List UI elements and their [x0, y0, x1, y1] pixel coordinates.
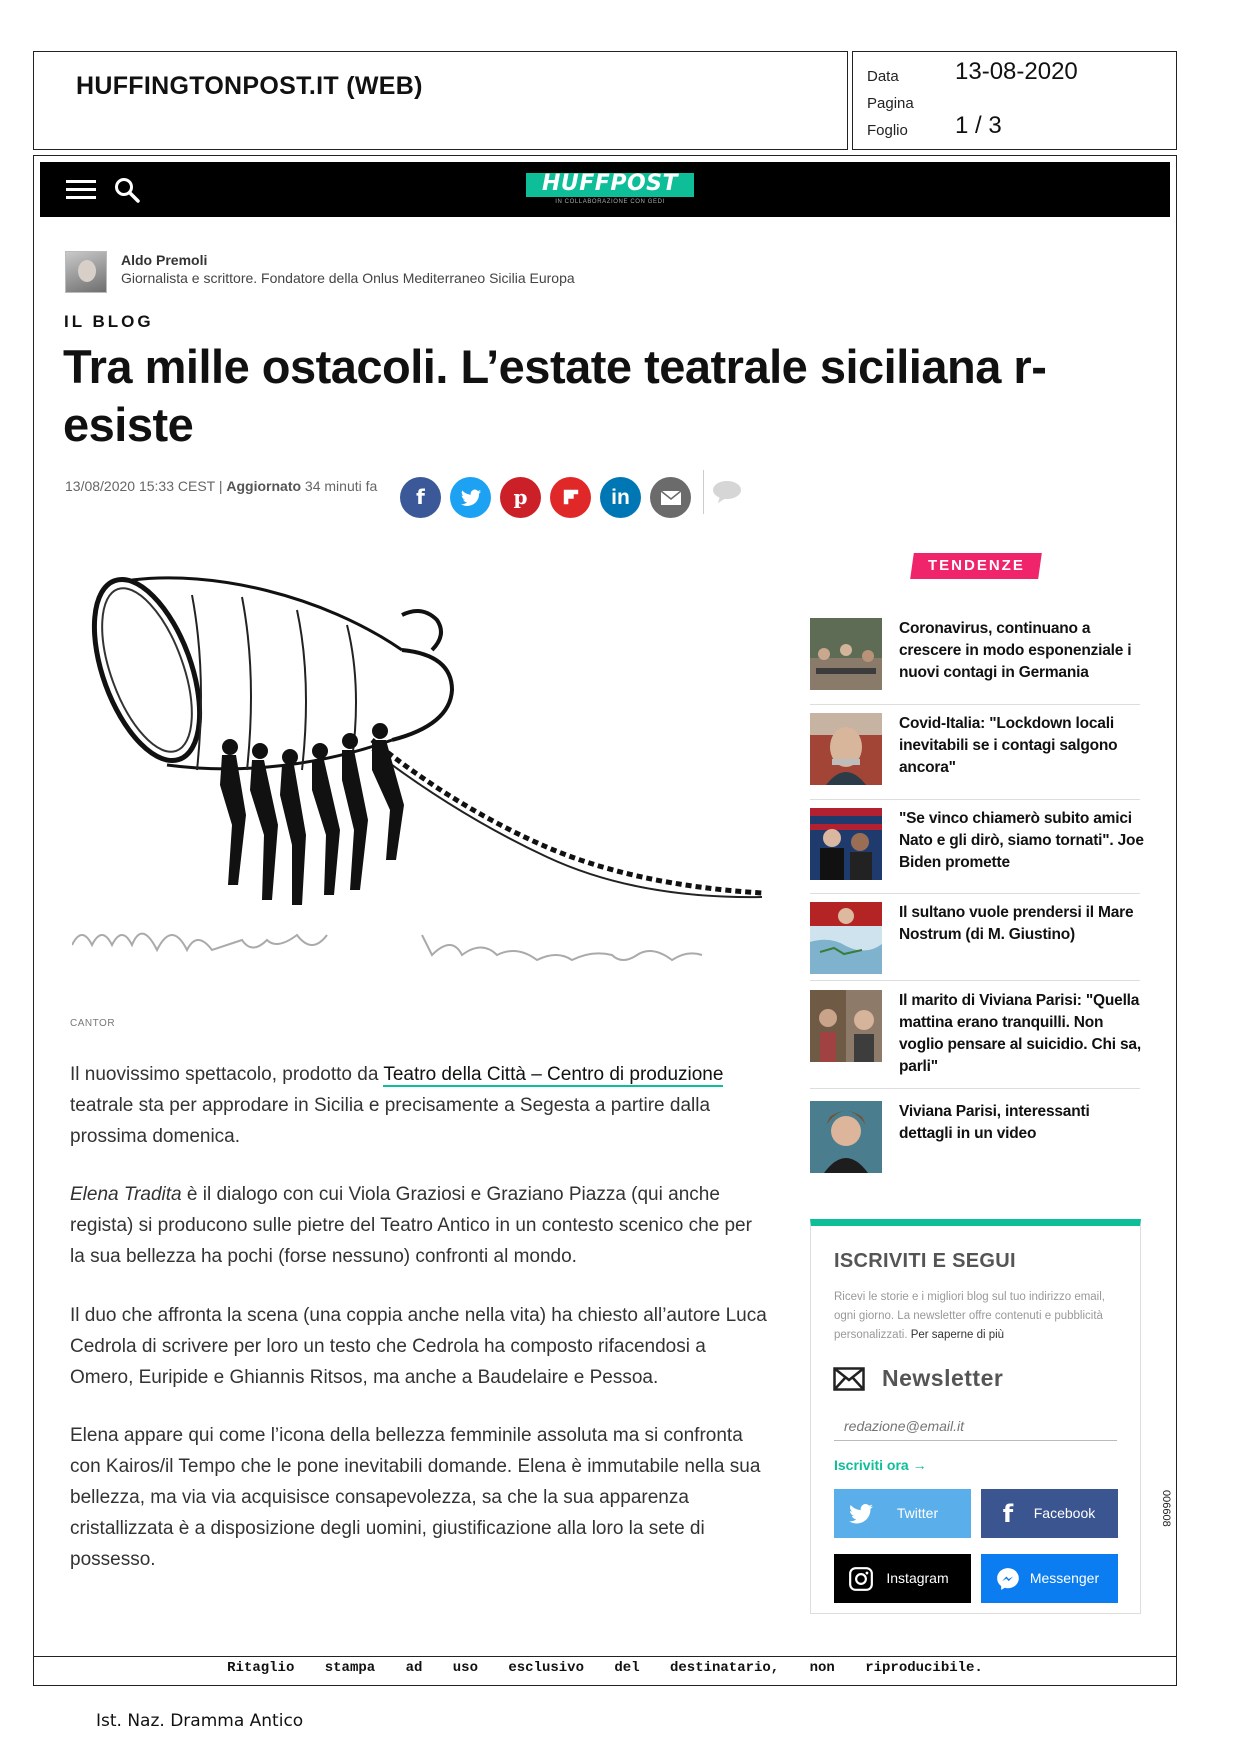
- trending-title: Il sultano vuole prendersi il Mare Nostrum (di M. Giustino): [899, 904, 1134, 943]
- facebook-icon: f: [1002, 1500, 1014, 1528]
- trending-thumbnail: [810, 713, 882, 785]
- site-navbar: [40, 162, 1170, 217]
- trending-label: TENDENZE: [927, 557, 1025, 574]
- newsletter-desc-text: Ricevi le storie e i migliori blog sul tuo indirizzo email, ogni giorno. La newsletter offre contenuti e pubblicità personalizzati.: [834, 1291, 1105, 1341]
- trending-item[interactable]: [810, 1101, 1140, 1183]
- trending-thumbnail: [810, 808, 882, 880]
- document-code: 006608: [1160, 1490, 1172, 1527]
- article-title: Tra mille ostacoli. L’estate teatrale siciliana r-esiste: [63, 340, 1047, 451]
- owner-name: Ist. Naz. Dramma Antico: [96, 1711, 304, 1731]
- trending-badge: [910, 553, 1042, 579]
- follow-facebook-button[interactable]: [981, 1489, 1118, 1538]
- logo-subtitle: IN COLLABORAZIONE CON GEDI: [555, 199, 665, 205]
- date-value: 13-08-2020: [955, 58, 1078, 85]
- trending-divider: [810, 893, 1140, 894]
- share-flipboard-button[interactable]: [550, 477, 591, 518]
- trending-title: Il marito di Viviana Parisi: "Quella mattina erano tranquilli. Non voglio pensare al suicidio. Chi sa, parli": [899, 992, 1141, 1075]
- paragraph-1: [70, 1059, 770, 1152]
- trending-thumbnail: [810, 990, 882, 1062]
- share-pinterest-button[interactable]: [500, 477, 541, 518]
- producer-link[interactable]: Teatro della Città – Centro di produzione: [383, 1064, 724, 1085]
- trending-divider: [810, 799, 1140, 800]
- newsletter-label: Newsletter: [882, 1365, 1004, 1391]
- email-icon: [660, 490, 682, 506]
- p1-before: Il nuovissimo spettacolo, prodotto da: [70, 1064, 384, 1085]
- search-icon[interactable]: [114, 177, 140, 203]
- footer-notice: Ritaglio stampa ad uso esclusivo del destinatario, non riproducibile.: [227, 1660, 983, 1676]
- trending-divider: [810, 704, 1140, 705]
- play-title: Elena Tradita: [70, 1184, 182, 1205]
- facebook-label: Facebook: [1033, 1505, 1096, 1521]
- trending-item[interactable]: [810, 902, 1140, 984]
- trending-item[interactable]: [810, 808, 1144, 890]
- trending-title: Coronavirus, continuano a crescere in modo esponenziale i nuovi contagi in Germania: [899, 620, 1132, 681]
- date-label: Data: [867, 68, 899, 85]
- clip-meta-box: [852, 51, 1177, 150]
- newsletter-email-input[interactable]: [834, 1411, 1117, 1441]
- author-name[interactable]: Aldo Premoli: [121, 252, 208, 268]
- updated-value: 34 minuti fa: [301, 478, 378, 494]
- sheet-value: 1 / 3: [955, 112, 1002, 139]
- trending-thumbnail: [810, 902, 882, 974]
- publish-date: 13/08/2020 15:33 CEST |: [65, 478, 227, 494]
- trending-thumbnail: [810, 618, 882, 690]
- p1-after: teatrale sta per approdare in Sicilia e precisamente a Segesta a partire dalla prossima domenica.: [70, 1095, 711, 1147]
- share-email-button[interactable]: [650, 477, 691, 518]
- image-caption: CANTOR: [70, 1018, 116, 1029]
- trending-item[interactable]: [810, 713, 1140, 795]
- share-divider: [703, 470, 704, 514]
- sheet-label: Foglio: [867, 122, 908, 139]
- twitter-icon: [460, 487, 482, 509]
- article-kicker[interactable]: IL BLOG: [64, 312, 154, 331]
- trending-thumbnail: [810, 1101, 882, 1173]
- paragraph-4: Elena appare qui come l’icona della bellezza femminile assoluta ma si confronta con Kairos/il Tempo che le pone inevitabili domande. Elena è immutabile nella sua bellezza, ma via via acquisisce consapevolezza, sa che la sua apparenza cristallizzata è a disposizione degli uomini, giustificazione alla loro la sete di possesso.: [70, 1425, 761, 1570]
- article-image: [72, 525, 767, 1015]
- linkedin-icon: in: [611, 486, 630, 509]
- p2-rest: è il dialogo con cui Viola Graziosi e Graziano Piazza (qui anche regista) si producono sulle pietre del Teatro Antico in un contesto scenico che per la sua bellezza ha pochi (forse nessuno) confronti al mondo.: [70, 1184, 752, 1267]
- follow-twitter-button[interactable]: [834, 1489, 971, 1538]
- trending-title: Covid-Italia: "Lockdown locali inevitabili se i contagi salgono ancora": [899, 715, 1118, 776]
- facebook-icon: f: [416, 485, 425, 509]
- paragraph-3: Il duo che affronta la scena (una coppia anche nella vita) ha chiesto all’autore Luca Cedrola di scrivere per loro un testo che Cedrola ha composto rifacendosi a Omero, Euripide e Ghiannis Ritsos, ma anche a Baudelaire e Pessoa.: [70, 1305, 767, 1388]
- instagram-label: Instagram: [886, 1570, 949, 1586]
- comment-icon[interactable]: [712, 480, 742, 504]
- subscribe-link[interactable]: Iscriviti ora →: [834, 1457, 927, 1473]
- newsletter-description: [834, 1288, 1119, 1345]
- author-bio: Giornalista e scrittore. Fondatore della Onlus Mediterraneo Sicilia Europa: [121, 270, 575, 286]
- trending-title: "Se vinco chiamerò subito amici Nato e gli dirò, siamo tornati". Joe Biden promette: [899, 810, 1144, 871]
- trending-item[interactable]: [810, 618, 1140, 700]
- page-label: Pagina: [867, 95, 914, 112]
- flipboard-icon: [562, 488, 580, 506]
- twitter-label: Twitter: [896, 1505, 939, 1521]
- trending-title: Viviana Parisi, interessanti dettagli in un video: [899, 1103, 1090, 1142]
- share-facebook-button[interactable]: [400, 477, 441, 518]
- clip-source: HUFFINGTONPOST.IT (WEB): [76, 72, 423, 100]
- follow-instagram-button[interactable]: [834, 1554, 971, 1603]
- paragraph-2: [70, 1179, 770, 1272]
- huffpost-logo[interactable]: [526, 173, 694, 209]
- clip-source-box: [33, 51, 848, 150]
- pinterest-icon: p: [513, 485, 528, 509]
- author-avatar[interactable]: [65, 251, 107, 293]
- trending-divider: [810, 980, 1140, 981]
- updated-label: Aggiornato: [226, 478, 302, 494]
- article-dateline: [65, 478, 377, 494]
- share-twitter-button[interactable]: [450, 477, 491, 518]
- newsletter-more-link[interactable]: Per saperne di più: [910, 1329, 1005, 1341]
- trending-item[interactable]: [810, 990, 1141, 1075]
- newsletter-heading: ISCRIVITI E SEGUI: [834, 1250, 1016, 1272]
- messenger-label: Messenger: [1029, 1570, 1100, 1586]
- follow-messenger-button[interactable]: [981, 1554, 1118, 1603]
- share-linkedin-button[interactable]: [600, 477, 641, 518]
- trending-divider: [810, 1088, 1140, 1089]
- menu-icon[interactable]: [66, 180, 96, 200]
- envelope-icon: [833, 1367, 865, 1391]
- logo-text: HUFFPOST: [541, 171, 678, 196]
